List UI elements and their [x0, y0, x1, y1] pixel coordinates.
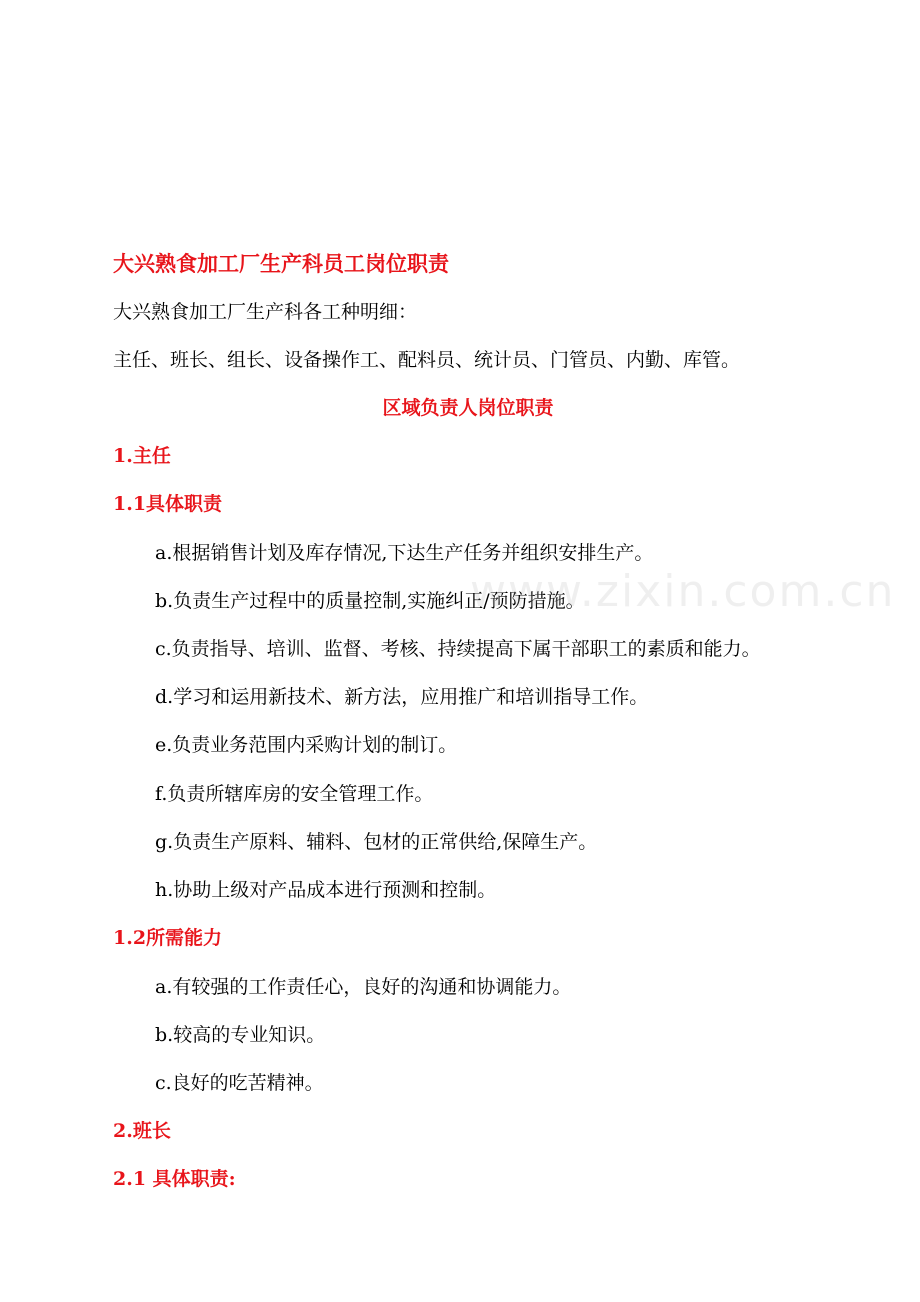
heading-team-leader: 2.班长 [113, 1120, 171, 1142]
heading-director-duties: 1.1具体职责 [113, 493, 223, 515]
duty-item: b.负责生产过程中的质量控制,实施纠正/预防措施。 [155, 590, 585, 612]
roles-list: 主任、班长、组长、设备操作工、配料员、统计员、门管员、内勤、库管。 [113, 349, 741, 371]
duty-item: g.负责生产原料、辅料、包材的正常供给,保障生产。 [155, 831, 598, 853]
duty-item: d.学习和运用新技术、新方法，应用推广和培训指导工作。 [155, 686, 649, 708]
watermark: www.zixin.com.cn [470, 566, 896, 617]
heading-director-abilities: 1.2所需能力 [113, 927, 223, 949]
heading-director: 1.主任 [113, 445, 171, 467]
intro-text: 大兴熟食加工厂生产科各工种明细： [113, 301, 418, 323]
ability-item: a.有较强的工作责任心，良好的沟通和协调能力。 [155, 976, 572, 998]
duty-item: h.协助上级对产品成本进行预测和控制。 [155, 879, 497, 901]
heading-team-leader-duties: 2.1 具体职责: [113, 1168, 236, 1190]
ability-item: c.良好的吃苦精神。 [155, 1072, 324, 1094]
duty-item: a.根据销售计划及库存情况,下达生产任务并组织安排生产。 [155, 542, 654, 564]
document-title: 大兴熟食加工厂生产科员工岗位职责 [113, 251, 449, 276]
duty-item: f.负责所辖库房的安全管理工作。 [155, 783, 434, 805]
section-title: 区域负责人岗位职责 [382, 397, 554, 419]
duty-item: e.负责业务范围内采购计划的制订。 [155, 734, 458, 756]
duty-item: c.负责指导、培训、监督、考核、持续提高下属干部职工的素质和能力。 [155, 638, 761, 660]
ability-item: b.较高的专业知识。 [155, 1024, 326, 1046]
